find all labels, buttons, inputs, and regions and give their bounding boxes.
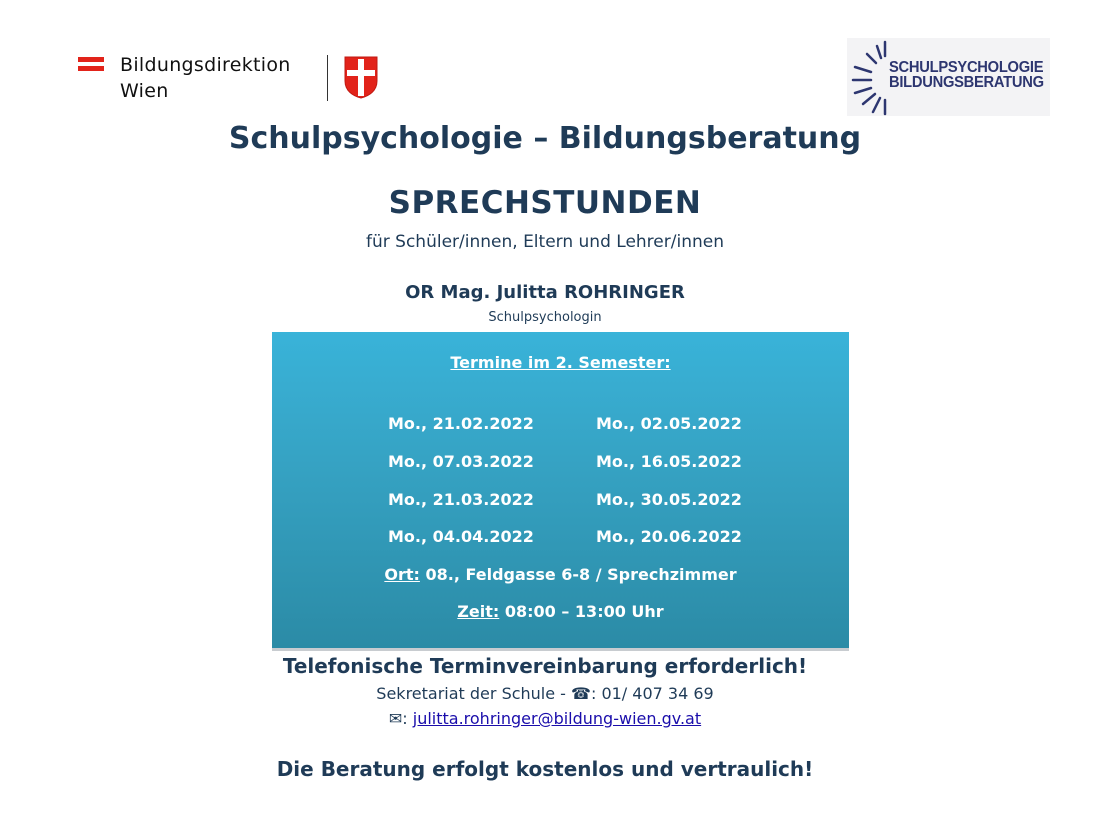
time-value: 08:00 – 13:00 Uhr	[499, 602, 664, 621]
schedule-box	[272, 332, 849, 651]
schulpsychologie-logo	[847, 38, 1050, 116]
footer-note: Die Beratung erfolgt kostenlos und vertraulich!	[276, 757, 814, 781]
bildungsdirektion-logo	[78, 52, 388, 107]
date-row	[272, 490, 849, 514]
date-row	[272, 452, 849, 476]
email-link[interactable]: julitta.rohringer@bildung-wien.gv.at	[412, 709, 702, 728]
page-subtitle: SPRECHSTUNDEN	[388, 185, 702, 221]
logo-text-line2: BILDUNGSBERATUNG	[889, 74, 1044, 91]
person-name: OR Mag. Julitta ROHRINGER	[405, 282, 685, 303]
logo-text-line1: SCHULPSYCHOLOGIE	[889, 59, 1044, 76]
date-item: Mo., 16.05.2022	[596, 452, 742, 471]
date-item: Mo., 04.04.2022	[388, 527, 534, 546]
logo-divider	[327, 55, 328, 101]
austria-flag-icon	[78, 57, 104, 75]
org-name-line2: Wien	[120, 80, 169, 102]
vienna-crest-icon	[343, 55, 379, 99]
date-item: Mo., 21.03.2022	[388, 490, 534, 509]
date-item: Mo., 20.06.2022	[596, 527, 742, 546]
envelope-icon: ✉	[388, 709, 403, 728]
time-label: Zeit:	[457, 602, 500, 621]
email-line	[0, 709, 1090, 728]
date-item: Mo., 30.05.2022	[596, 490, 742, 509]
date-row	[272, 527, 849, 551]
location-value: 08., Feldgasse 6-8 / Sprechzimmer	[419, 565, 737, 584]
secretariat-phone: Sekretariat der Schule - ☎: 01/ 407 34 69	[376, 684, 714, 703]
phone-appointment-note: Telefonische Terminvereinbarung erforderlich!	[282, 654, 808, 678]
page-title: Schulpsychologie – Bildungsberatung	[228, 121, 862, 156]
date-item: Mo., 07.03.2022	[388, 452, 534, 471]
rays-icon	[847, 38, 887, 116]
email-prefix: :	[402, 709, 408, 728]
date-item: Mo., 02.05.2022	[596, 414, 742, 433]
schedule-heading: Termine im 2. Semester:	[450, 353, 671, 372]
time-line	[272, 602, 849, 621]
audience-text: für Schüler/innen, Eltern und Lehrer/innen	[366, 232, 724, 252]
org-name-line1: Bildungsdirektion	[120, 54, 291, 76]
location-label: Ort:	[384, 565, 420, 584]
date-row	[272, 414, 849, 438]
person-role: Schulpsychologin	[488, 310, 602, 325]
location-line	[272, 565, 849, 584]
date-item: Mo., 21.02.2022	[388, 414, 534, 433]
